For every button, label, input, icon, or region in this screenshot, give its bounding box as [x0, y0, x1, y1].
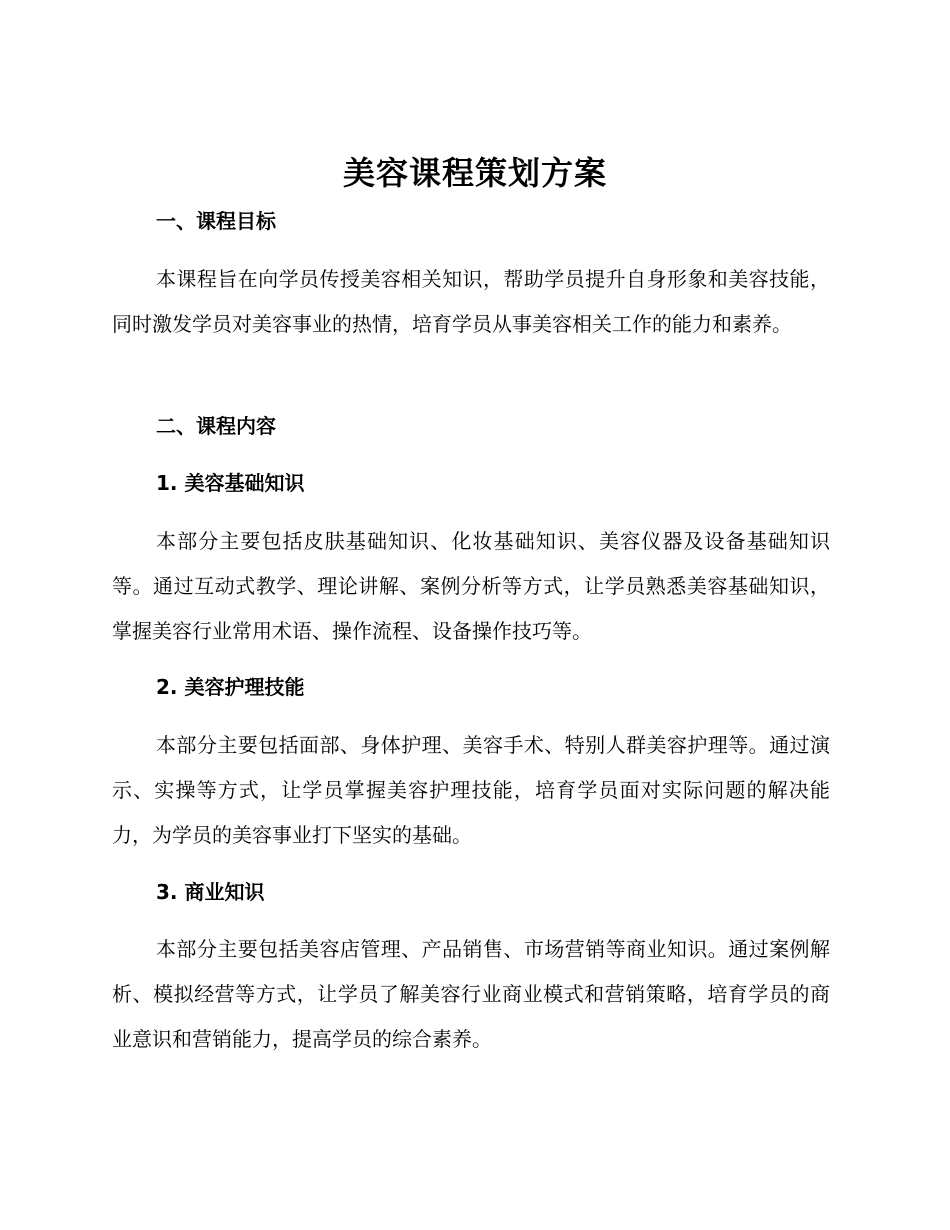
paragraph-care-skills: 本部分主要包括面部、身体护理、美容手术、特别人群美容护理等。通过演示、实操等方式，让学员掌握美容护理技能，培育学员面对实际问题的解决能力，为学员的美容事业打下坚实的基础。 — [112, 733, 830, 847]
paragraph-business: 本部分主要包括美容店管理、产品销售、市场营销等商业知识。通过案例解析、模拟经营等方式，让学员了解美容行业商业模式和营销策略，培育学员的商业意识和营销能力，提高学员的综合素养。 — [112, 937, 830, 1051]
subsection-heading-business: 3. 商业知识 — [156, 880, 265, 904]
paragraph-goals: 本课程旨在向学员传授美容相关知识，帮助学员提升自身形象和美容技能，同时激发学员对美容事业的热情，培育学员从事美容相关工作的能力和素养。 — [112, 267, 830, 336]
section-heading-content: 二、课程内容 — [156, 414, 276, 438]
section-heading-goals: 一、课程目标 — [156, 209, 276, 233]
paragraph-basics: 本部分主要包括皮肤基础知识、化妆基础知识、美容仪器及设备基础知识等。通过互动式教学、理论讲解、案例分析等方式，让学员熟悉美容基础知识，掌握美容行业常用术语、操作流程、设备操作技巧等。 — [112, 529, 830, 643]
subsection-heading-basics: 1. 美容基础知识 — [156, 471, 305, 495]
document-title: 美容课程策划方案 — [342, 154, 607, 192]
subsection-heading-care-skills: 2. 美容护理技能 — [156, 675, 305, 699]
